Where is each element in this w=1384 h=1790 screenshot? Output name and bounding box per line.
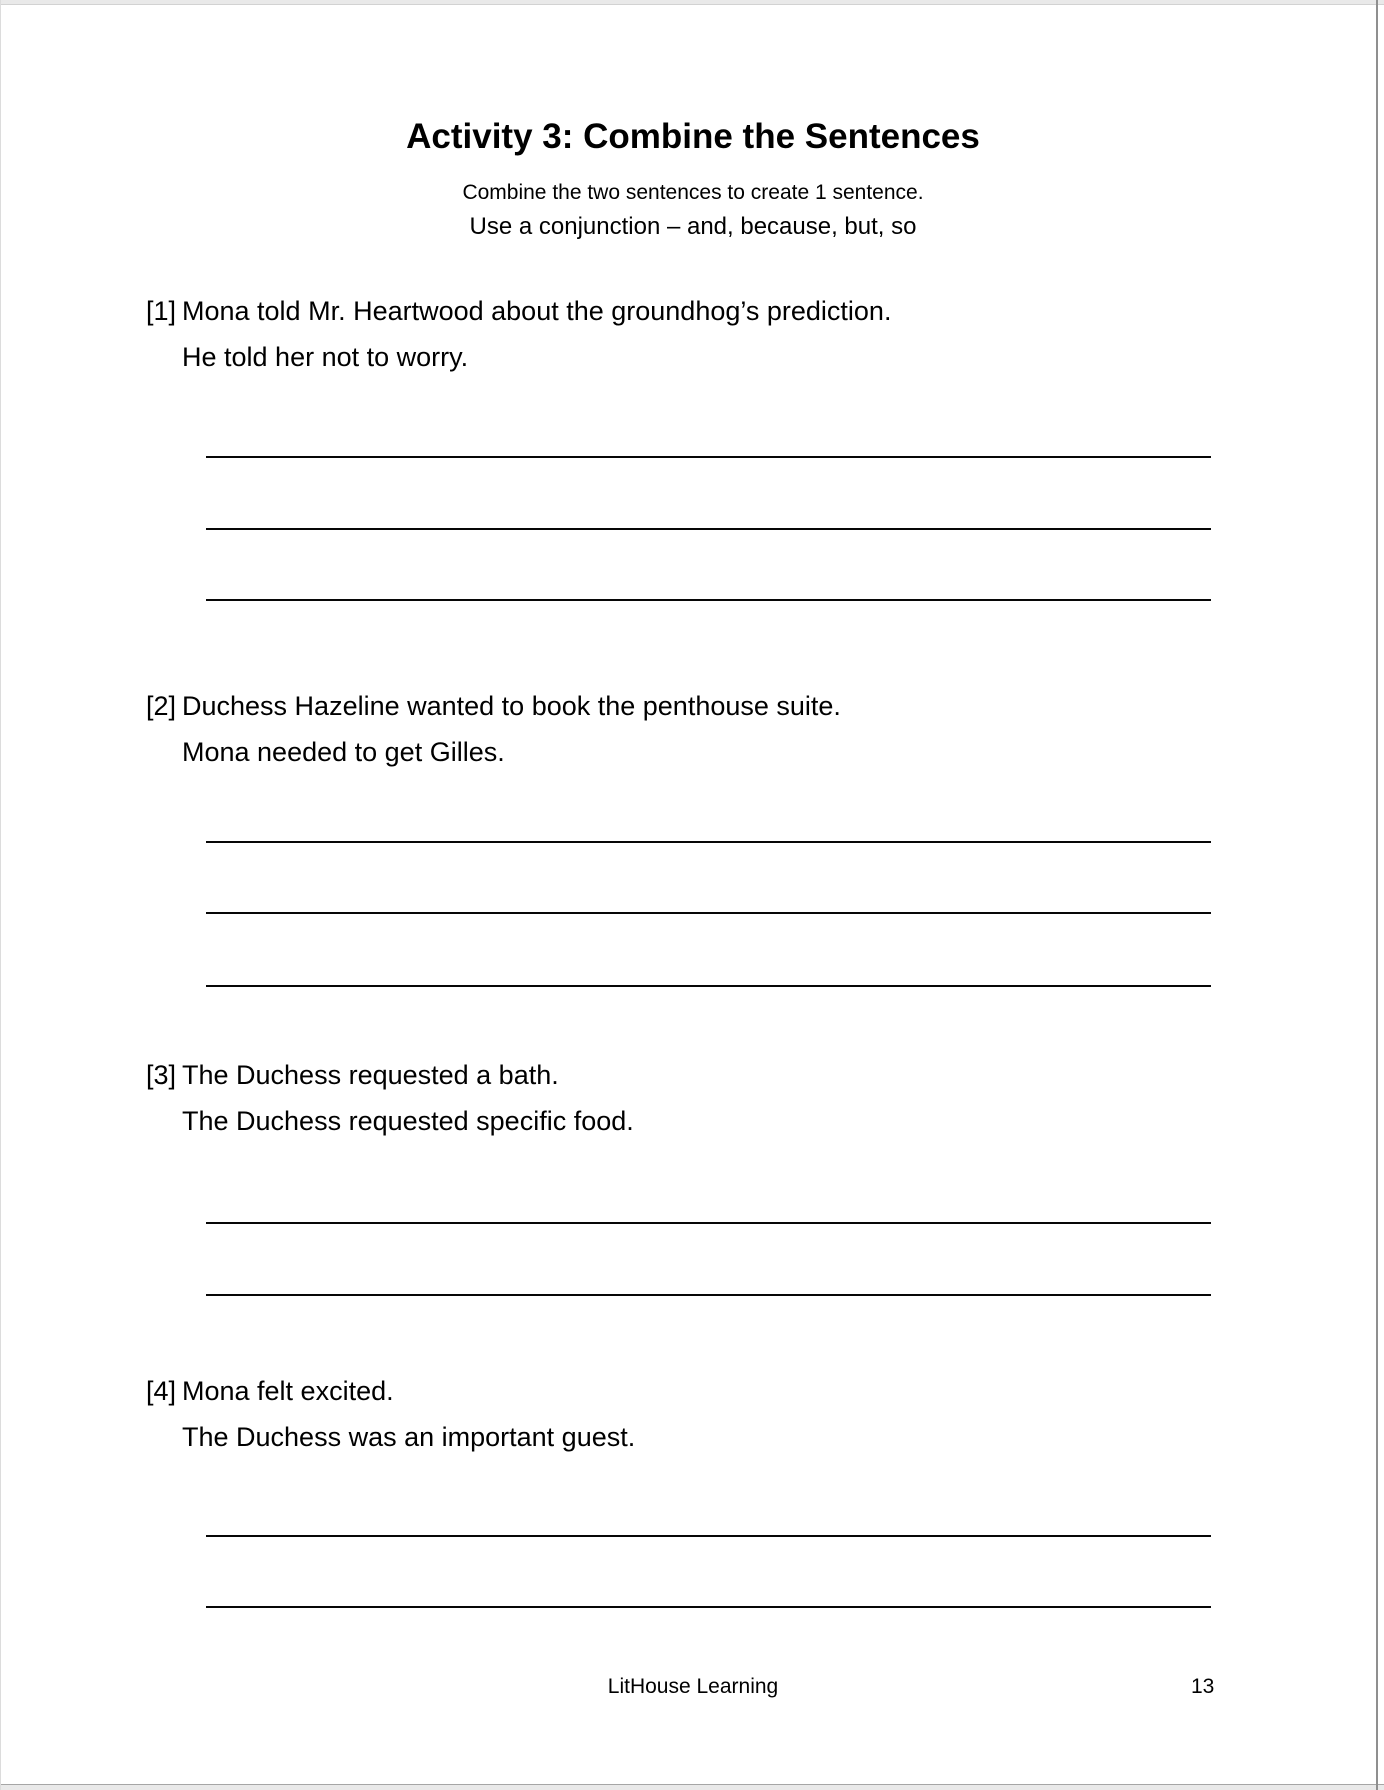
question-1-sentence-2: He told her not to worry.: [182, 342, 469, 372]
answer-line-q1-1: [206, 456, 1211, 458]
page-gap-bottom: [0, 1784, 1384, 1790]
question-4-sentence-2: The Duchess was an important guest.: [182, 1422, 636, 1452]
question-3-text: [182, 1052, 1246, 1144]
answer-line-q4-1: [206, 1535, 1211, 1537]
page-title: Activity 3: Combine the Sentences: [406, 117, 980, 156]
question-2: [146, 683, 1246, 775]
answer-line-q3-1: [206, 1222, 1211, 1224]
question-4-number: [4]: [146, 1376, 177, 1406]
question-1-sentence-1: Mona told Mr. Heartwood about the groundhog’s prediction.: [182, 296, 892, 326]
page-edge-left: [0, 0, 1, 1790]
question-2-sentence-2: Mona needed to get Gilles.: [182, 737, 505, 767]
instructions-line-1: Combine the two sentences to create 1 sentence.: [462, 181, 924, 204]
answer-line-q2-2: [206, 912, 1211, 914]
footer-page-number: 13: [1191, 1675, 1215, 1698]
question-2-number: [2]: [146, 691, 177, 721]
question-3: [146, 1052, 1246, 1144]
question-3-sentence-1: The Duchess requested a bath.: [182, 1060, 559, 1090]
page-gap-top: [0, 0, 1384, 5]
answer-line-q1-3: [206, 599, 1211, 601]
question-4-text: [182, 1368, 1246, 1460]
question-2-sentence-1: Duchess Hazeline wanted to book the penthouse suite.: [182, 691, 841, 721]
answer-line-q2-1: [206, 841, 1211, 843]
answer-line-q3-2: [206, 1294, 1211, 1296]
answer-line-q1-2: [206, 528, 1211, 530]
question-4-sentence-1: Mona felt excited.: [182, 1376, 394, 1406]
worksheet-page: [1, 5, 1376, 1785]
answer-line-q4-2: [206, 1606, 1211, 1608]
question-2-text: [182, 683, 1246, 775]
question-3-number: [3]: [146, 1060, 177, 1090]
question-1: [146, 288, 1246, 380]
question-1-text: [182, 288, 1246, 380]
instructions-line-2: Use a conjunction – and, because, but, so: [469, 213, 917, 240]
question-1-number: [1]: [146, 296, 177, 326]
question-3-sentence-2: The Duchess requested specific food.: [182, 1106, 634, 1136]
page-edge-right: [1376, 0, 1378, 1790]
footer-brand: LitHouse Learning: [607, 1675, 779, 1698]
answer-line-q2-3: [206, 985, 1211, 987]
question-4: [146, 1368, 1246, 1460]
